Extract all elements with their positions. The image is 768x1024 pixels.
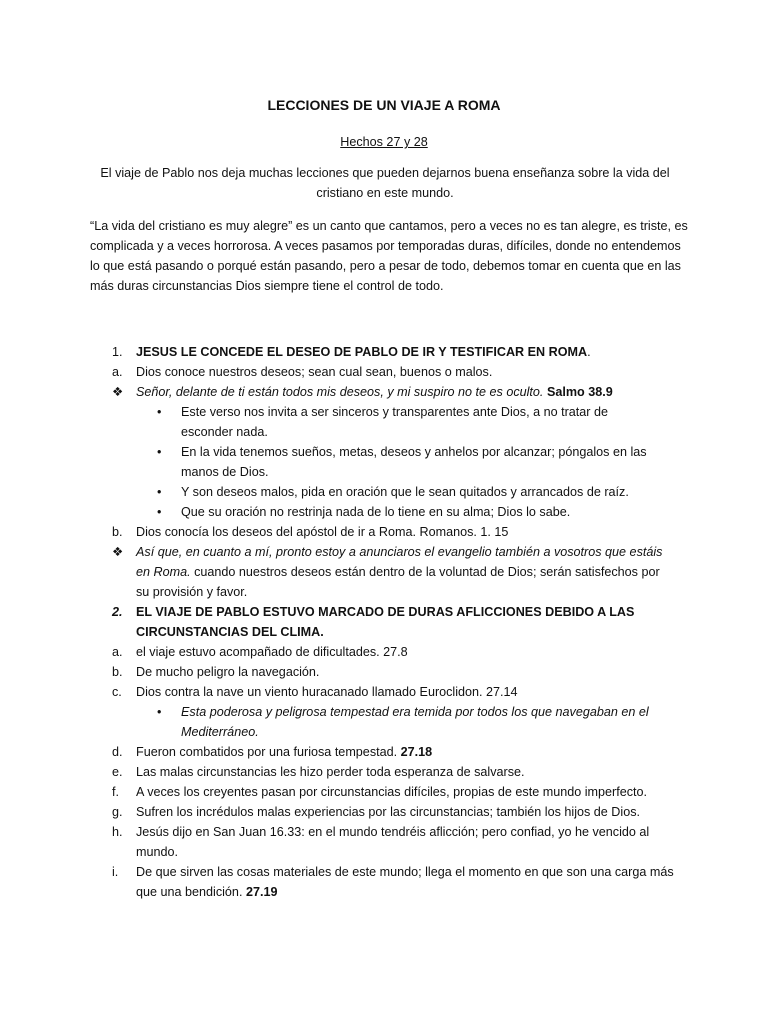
list-item-text: Dios conoce nuestros deseos; sean cual sean, buenos o malos. [136,365,493,379]
diamond-bullet-icon: ❖ [112,545,124,559]
bullet-text: En la vida tenemos sueños, metas, deseos y anhelos por alcanzar; póngalos en las manos de Dios. [181,445,647,479]
verse-text: Señor, delante de ti están todos mis deseos, y mi suspiro no te es oculto. [136,385,544,399]
list-item [0,742,676,762]
lesson-list [0,342,768,902]
verse-reference: 27.18 [400,745,433,759]
bullet-icon: • [157,485,162,499]
bullet-icon: • [157,445,162,459]
list-marker: 2. [112,605,123,619]
list-item-text: Sufren los incrédulos malas experiencias por las circunstancias; también los hijos de Dios. [136,805,640,819]
list-marker: a. [112,365,123,379]
bullet-item [0,702,661,742]
section-2-heading [0,602,676,642]
list-item [0,822,676,862]
verse-reference: Salmo 38.9 [546,385,613,399]
verse-reference: 27.19 [245,885,278,899]
list-item-text: el viaje estuvo acompañado de dificultades. 27.8 [136,645,408,659]
verse-text: Así que, en cuanto a mí, pronto estoy a anunciaros el evangelio también a vosotros que estáis en Roma. [136,545,663,579]
bullet-icon: • [157,705,162,719]
list-marker: b. [112,525,123,539]
bullet-icon: • [157,505,162,519]
bullet-text: Que su oración no restrinja nada de lo tiene en su alma; Dios lo sabe. [181,505,571,519]
list-marker: f. [112,785,119,799]
section-heading: JESUS LE CONCEDE EL DESEO DE PABLO DE IR Y TESTIFICAR EN ROMA [136,345,588,359]
list-marker: g. [112,805,123,819]
section-1-heading [0,342,676,362]
list-item [0,642,676,662]
list-item [0,782,676,802]
list-item [0,362,676,382]
list-item-text: Fueron combatidos por una furiosa tempestad. [136,745,401,759]
list-marker: i. [112,865,119,879]
list-marker: e. [112,765,123,779]
list-item-text: Dios contra la nave un viento huracanado llamado Euroclidon. 27.14 [136,685,518,699]
list-item [0,862,676,902]
bullet-text: Este verso nos invita a ser sinceros y transparentes ante Dios, a no tratar de esconder nada. [181,405,609,439]
list-item [0,662,676,682]
list-marker: a. [112,645,123,659]
body-paragraph: “La vida del cristiano es muy alegre” es un canto que cantamos, pero a veces no es tan alegre, es triste, es complicada y a veces horrorosa. A veces pasamos por temporadas duras, difíciles, donde no entendemos lo que está pasando o porqué están pasando, pero a pesar de todo, debemos tomar en cuenta que en las más duras circunstancias Dios siempre tiene el control de todo. [90,219,688,293]
bullet-item [0,442,661,482]
list-marker: b. [112,665,123,679]
verse-item [0,382,676,402]
bullet-text: Esta poderosa y peligrosa tempestad era temida por todos los que navegaban en el Mediterráneo. [181,705,649,739]
bullet-item [0,502,661,522]
document-subtitle: Hechos 27 y 28 [340,135,428,149]
verse-item [0,542,676,602]
list-item-text: Jesús dijo en San Juan 16.33: en el mundo tendréis aflicción; pero confiad, yo he vencido al mundo. [136,825,650,859]
list-item-text: De que sirven las cosas materiales de este mundo; llega el momento en que son una carga más que una bendición. [136,865,674,899]
list-item-text: Dios conocía los deseos del apóstol de ir a Roma. Romanos. 1. 15 [136,525,509,539]
list-marker: h. [112,825,123,839]
list-item-text: De mucho peligro la navegación. [136,665,320,679]
bullet-item [0,402,661,442]
list-marker: 1. [112,345,123,359]
intro-paragraph: El viaje de Pablo nos deja muchas lecciones que pueden dejarnos buena enseñanza sobre la vida del cristiano en este mundo. [100,166,670,200]
list-item-text: A veces los creyentes pasan por circunstancias difíciles, propias de este mundo imperfecto. [136,785,648,799]
list-item-text: Las malas circunstancias les hizo perder toda esperanza de salvarse. [136,765,525,779]
list-marker: d. [112,745,123,759]
list-marker: c. [112,685,122,699]
diamond-bullet-icon: ❖ [112,385,124,399]
verse-commentary: cuando nuestros deseos están dentro de la voluntad de Dios; serán satisfechos por su provisión y favor. [136,565,660,599]
bullet-icon: • [157,405,162,419]
bullet-text: Y son deseos malos, pida en oración que le sean quitados y arrancados de raíz. [181,485,629,499]
section-heading: EL VIAJE DE PABLO ESTUVO MARCADO DE DURAS AFLICCIONES DEBIDO A LAS CIRCUNSTANCIAS DEL CLIMA. [136,605,635,639]
list-item [0,682,676,702]
list-item [0,762,676,782]
document-title: LECCIONES DE UN VIAJE A ROMA [267,97,501,113]
bullet-item [0,482,661,502]
list-item [0,522,676,542]
heading-period: . [587,345,591,359]
list-item [0,802,676,822]
